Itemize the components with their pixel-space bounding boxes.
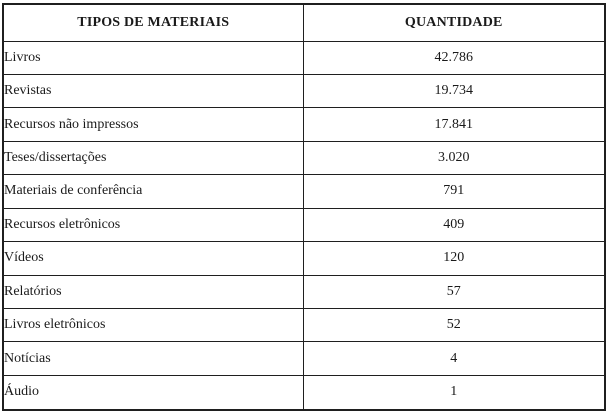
material-type-cell: Relatórios [3,275,303,308]
quantity-cell: 17.841 [303,108,605,141]
table-header-row [3,4,605,41]
table-row [3,175,605,208]
material-type-cell: Áudio [3,375,303,410]
quantity-cell: 409 [303,208,605,241]
quantity-cell: 4 [303,342,605,375]
material-type-cell: Recursos não impressos [3,108,303,141]
table-row [3,275,605,308]
table-row [3,41,605,74]
quantity-cell: 52 [303,309,605,342]
table-row [3,342,605,375]
material-type-cell: Materiais de conferência [3,175,303,208]
table-row [3,74,605,107]
quantity-cell: 42.786 [303,41,605,74]
table-row [3,208,605,241]
material-type-cell: Teses/dissertações [3,141,303,174]
table-body [3,41,605,410]
material-type-cell: Livros [3,41,303,74]
table-row [3,242,605,275]
quantity-cell: 19.734 [303,74,605,107]
header-quantity: QUANTIDADE [303,4,605,41]
material-type-cell: Revistas [3,74,303,107]
material-type-cell: Notícias [3,342,303,375]
quantity-cell: 120 [303,242,605,275]
table-row [3,141,605,174]
material-type-cell: Recursos eletrônicos [3,208,303,241]
table-row [3,108,605,141]
table-row [3,375,605,410]
material-type-cell: Livros eletrônicos [3,309,303,342]
quantity-cell: 1 [303,375,605,410]
table-row [3,309,605,342]
material-type-cell: Vídeos [3,242,303,275]
quantity-cell: 57 [303,275,605,308]
quantity-cell: 3.020 [303,141,605,174]
materials-quantity-table [2,3,606,411]
header-material-types: TIPOS DE MATERIAIS [3,4,303,41]
quantity-cell: 791 [303,175,605,208]
